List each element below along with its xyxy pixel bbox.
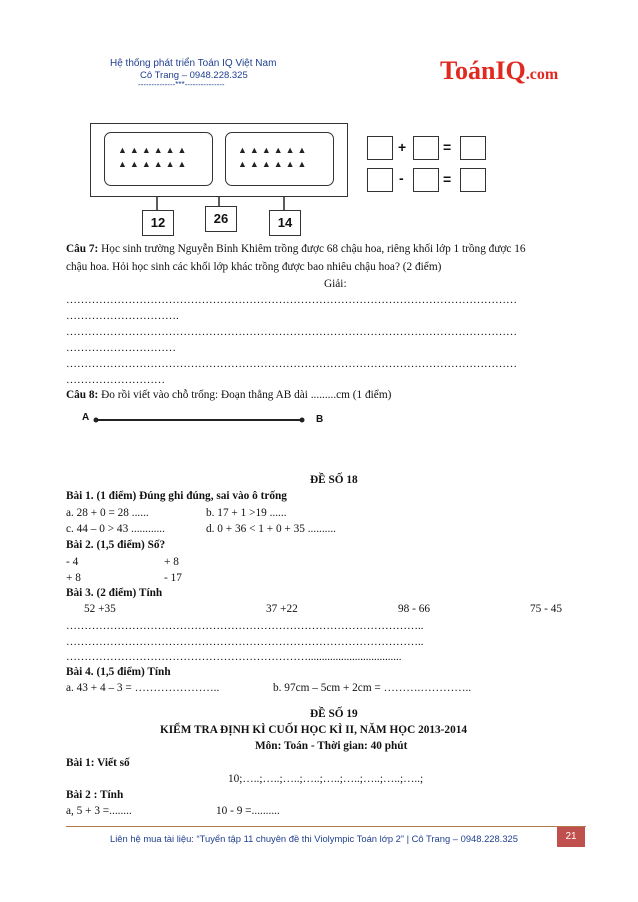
de18-bai3-e2: 37 +22	[266, 603, 298, 615]
de19-bai2-a[interactable]: a, 5 + 3 =........	[66, 805, 132, 817]
answer-box-2[interactable]	[413, 136, 439, 160]
de19-bai2-b[interactable]: 10 - 9 =..........	[216, 805, 280, 817]
footer-rule	[66, 826, 586, 827]
de19-bai1-seq[interactable]: 10;…..;…..;…..;…..;…..;…..;…..;…..;…..;	[228, 773, 424, 785]
de18-bai2-r2b: - 17	[164, 572, 182, 584]
de18-bai2-r1b: + 8	[164, 556, 179, 568]
de19-bai1-title: Bài 1: Viết số	[66, 757, 130, 769]
answer-line-5[interactable]: ……………………………………………………………………………………………………………	[66, 358, 517, 370]
cau7-giai: Giải:	[324, 278, 347, 290]
cau7-title: Câu 7:	[66, 243, 99, 255]
label-box-26: 26	[205, 206, 237, 232]
header-separator: --------------***---------------	[138, 80, 225, 89]
de18-bai1-title: Bài 1. (1 điểm) Đúng ghi đúng, sai vào ô trống	[66, 490, 287, 502]
answer-line-4[interactable]: …………………………	[66, 342, 176, 354]
label-box-14: 14	[269, 210, 301, 236]
segment-ab	[0, 410, 638, 430]
answer-line-6[interactable]: ………………………	[66, 374, 165, 386]
cau7-line1	[66, 243, 526, 256]
cau8-line	[66, 389, 391, 402]
de18-bai2-title: Bài 2. (1,5 điểm) Số?	[66, 539, 166, 551]
answer-line-1[interactable]: ……………………………………………………………………………………………………………	[66, 294, 517, 306]
point-b-label: B	[316, 414, 324, 425]
de18-bai4-a[interactable]: a. 43 + 4 – 3 = …………………..	[66, 682, 220, 694]
answer-box-5[interactable]	[413, 168, 439, 192]
answer-line-2[interactable]: ………………………….	[66, 310, 179, 322]
de19-title: ĐỀ SỐ 19	[310, 708, 358, 720]
point-a-label: A	[82, 412, 90, 423]
de18-bai1-d[interactable]: d. 0 + 36 < 1 + 0 + 35 ..........	[206, 523, 336, 535]
logo-suffix: .com	[525, 66, 559, 83]
header-org: Hệ thống phát triển Toán IQ Việt Nam	[110, 58, 277, 69]
footer-text: Liên hệ mua tài liệu: “Tuyển tập 11 chuyên đề thi Violympic Toán lớp 2” | Cô Trang – 0948.228.325	[110, 833, 518, 844]
cau8-title: Câu 8:	[66, 389, 99, 401]
triangles-right-row1: ▲▲▲▲▲▲	[238, 145, 310, 155]
de18-bai2-r1a: - 4	[66, 556, 79, 568]
figure-connectors	[0, 0, 638, 240]
de18-bai4-title: Bài 4. (1,5 điểm) Tính	[66, 666, 171, 678]
triangles-left-row2: ▲▲▲▲▲▲	[118, 159, 190, 169]
de18-bai3-title: Bài 3. (2 điểm) Tính	[66, 587, 163, 599]
de19-subtitle: KIỂM TRA ĐỊNH KÌ CUỐI HỌC KÌ II, NĂM HỌC 2013-2014	[160, 724, 468, 736]
de18-bai1-b[interactable]: b. 17 + 1 >19 ......	[206, 507, 287, 519]
de18-bai3-dots2[interactable]: ……………………………………………………………………………………..	[66, 636, 424, 648]
de18-bai3-e1: 52 +35	[84, 603, 116, 615]
equals-sign-2: =	[443, 171, 452, 187]
page-number: 21	[557, 827, 585, 847]
answer-line-3[interactable]: ……………………………………………………………………………………………………………	[66, 326, 517, 338]
de18-bai1-c[interactable]: c. 44 – 0 > 43 ............	[66, 523, 165, 535]
header-contact: Cô Trang – 0948.228.325	[140, 70, 248, 81]
answer-box-6[interactable]	[460, 168, 486, 192]
de19-subject: Môn: Toán - Thời gian: 40 phút	[255, 740, 408, 752]
de18-bai3-e4: 75 - 45	[530, 603, 563, 615]
logo-main: ToánIQ	[440, 56, 526, 85]
de18-bai4-b[interactable]: b. 97cm – 5cm + 2cm = ……….…………..	[273, 682, 472, 694]
de18-bai3-dots1[interactable]: ……………………………………………………………………………………..	[66, 620, 424, 632]
answer-box-3[interactable]	[460, 136, 486, 160]
de18-bai2-r2a: + 8	[66, 572, 81, 584]
label-box-12: 12	[142, 210, 174, 236]
cau8-text: Đo rồi viết vào chỗ trống: Đoạn thẳng AB dài .........cm (1 điểm)	[98, 389, 392, 401]
de18-bai3-dots3[interactable]: …………………………………………………………..................................	[66, 651, 402, 663]
triangles-right-row2: ▲▲▲▲▲▲	[238, 159, 310, 169]
minus-sign: -	[399, 170, 404, 186]
triangles-left-row1: ▲▲▲▲▲▲	[118, 145, 190, 155]
answer-box-4[interactable]	[367, 168, 393, 192]
cau7-text1: Học sinh trường Nguyễn Bỉnh Khiêm trồng được 68 chậu hoa, riêng khối lớp 1 trồng được 16	[98, 243, 526, 255]
equals-sign-1: =	[443, 139, 452, 155]
plus-sign: +	[398, 139, 407, 155]
de18-bai1-a[interactable]: a. 28 + 0 = 28 ......	[66, 507, 149, 519]
de18-title: ĐỀ SỐ 18	[310, 474, 358, 486]
de19-bai2-title: Bài 2 : Tính	[66, 789, 124, 801]
answer-box-1[interactable]	[367, 136, 393, 160]
de18-bai3-e3: 98 - 66	[398, 603, 431, 615]
cau7-line2: chậu hoa. Hỏi học sinh các khối lớp khác trồng được bao nhiêu chậu hoa? (2 điểm)	[66, 261, 442, 273]
